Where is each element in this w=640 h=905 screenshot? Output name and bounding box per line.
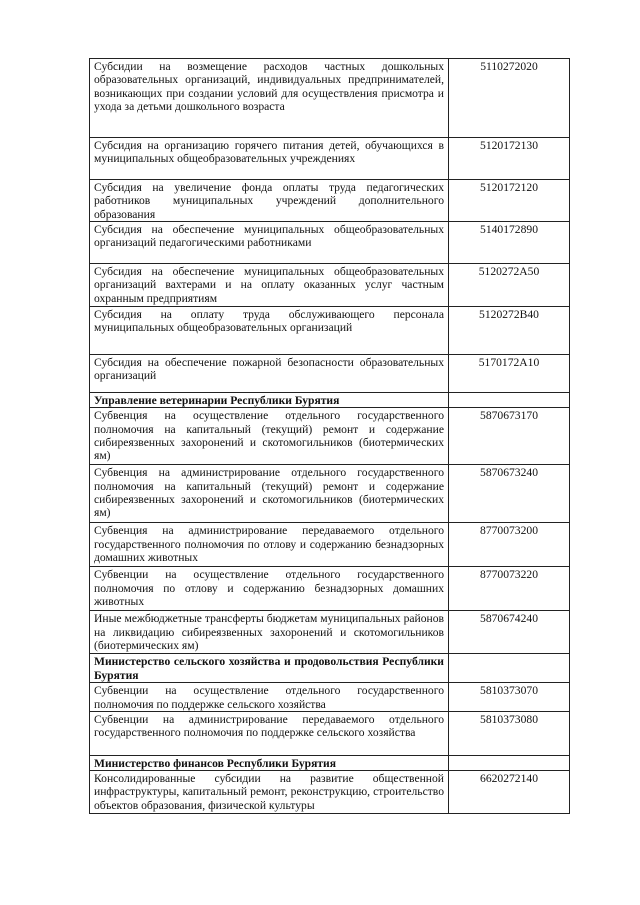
row-code: 5120172130: [449, 138, 570, 180]
table-row: [90, 523, 570, 567]
row-description: Субвенции на осуществление отдельного государственного полномочия по отлову и содержанию безнадзорных домашних животных: [90, 567, 449, 611]
table-row: [90, 611, 570, 654]
table-row: [90, 465, 570, 523]
row-code: 5870674240: [449, 611, 570, 654]
row-description: Субсидия на обеспечение пожарной безопасности образовательных организаций: [90, 355, 449, 393]
row-description: Субвенция на администрирование передаваемого отдельного государственного полномочия по отлову и содержанию безнадзорных домашних животных: [90, 523, 449, 567]
row-code: 5110272020: [449, 59, 570, 138]
section-title: Министерство сельского хозяйства и продовольствия Республики Бурятия: [90, 654, 449, 683]
row-code: 5170172А10: [449, 355, 570, 393]
table-row: [90, 222, 570, 264]
row-code: 5810373070: [449, 683, 570, 712]
table-row: [90, 567, 570, 611]
row-code: 5870673240: [449, 465, 570, 523]
row-code: 5120272А50: [449, 264, 570, 307]
row-description: Субвенция на администрирование отдельного государственного полномочия на капитальный (текущий) ремонт и содержание сибиреязвенных захоронений и скотомогильников (биотермических ям): [90, 465, 449, 523]
row-description: Субсидия на обеспечение муниципальных общеобразовательных организаций педагогическими работниками: [90, 222, 449, 264]
table-row: [90, 264, 570, 307]
row-code: 5120272В40: [449, 307, 570, 355]
row-description: Иные межбюджетные трансферты бюджетам муниципальных районов на ликвидацию сибиреязвенных захоронений и скотомогильников (биотермических ям): [90, 611, 449, 654]
row-description: Субсидия на обеспечение муниципальных общеобразовательных организаций вахтерами и на оплату оказанных услуг частным охранным предприятиям: [90, 264, 449, 307]
row-description: Субсидия на увеличение фонда оплаты труда педагогических работников муниципальных учреждений дополнительного образования: [90, 180, 449, 222]
table-row: [90, 771, 570, 814]
row-code: 5120172120: [449, 180, 570, 222]
row-description: Консолидированные субсидии на развитие общественной инфраструктуры, капитальный ремонт, реконструкцию, строительство объектов образования, физической культуры: [90, 771, 449, 814]
budget-codes-table: [89, 58, 570, 814]
row-code: 8770073200: [449, 523, 570, 567]
row-description: Субвенции на осуществление отдельного государственного полномочия по поддержке сельского хозяйства: [90, 683, 449, 712]
table-row: [90, 180, 570, 222]
row-description: Субвенции на администрирование передаваемого отдельного государственного полномочия по поддержке сельского хозяйства: [90, 711, 449, 755]
row-code: [449, 393, 570, 408]
row-code: 5870673170: [449, 408, 570, 465]
row-code: [449, 755, 570, 770]
table-row: [90, 711, 570, 755]
table-row: [90, 408, 570, 465]
row-description: Субвенция на осуществление отдельного государственного полномочия на капитальный (текущий) ремонт и содержание сибиреязвенных захоронений и скотомогильников (биотермических ям): [90, 408, 449, 465]
row-description: Субсидия на оплату труда обслуживающего персонала муниципальных общеобразовательных организаций: [90, 307, 449, 355]
section-header-row: [90, 755, 570, 770]
section-title: Управление ветеринарии Республики Бурятия: [90, 393, 449, 408]
section-header-row: [90, 654, 570, 683]
table-row: [90, 683, 570, 712]
section-title: Министерство финансов Республики Бурятия: [90, 755, 449, 770]
table-row: [90, 59, 570, 138]
table-row: [90, 138, 570, 180]
row-code: [449, 654, 570, 683]
row-code: 5140172890: [449, 222, 570, 264]
section-header-row: [90, 393, 570, 408]
row-code: 6620272140: [449, 771, 570, 814]
row-code: 5810373080: [449, 711, 570, 755]
row-description: Субсидии на возмещение расходов частных дошкольных образовательных организаций, индивидуальных предпринимателей, возникающих при создании условий для осуществления присмотра и ухода за детьми дошкольного возраста: [90, 59, 449, 138]
row-description: Субсидия на организацию горячего питания детей, обучающихся в муниципальных общеобразовательных учреждениях: [90, 138, 449, 180]
table-row: [90, 307, 570, 355]
table-row: [90, 355, 570, 393]
row-code: 8770073220: [449, 567, 570, 611]
